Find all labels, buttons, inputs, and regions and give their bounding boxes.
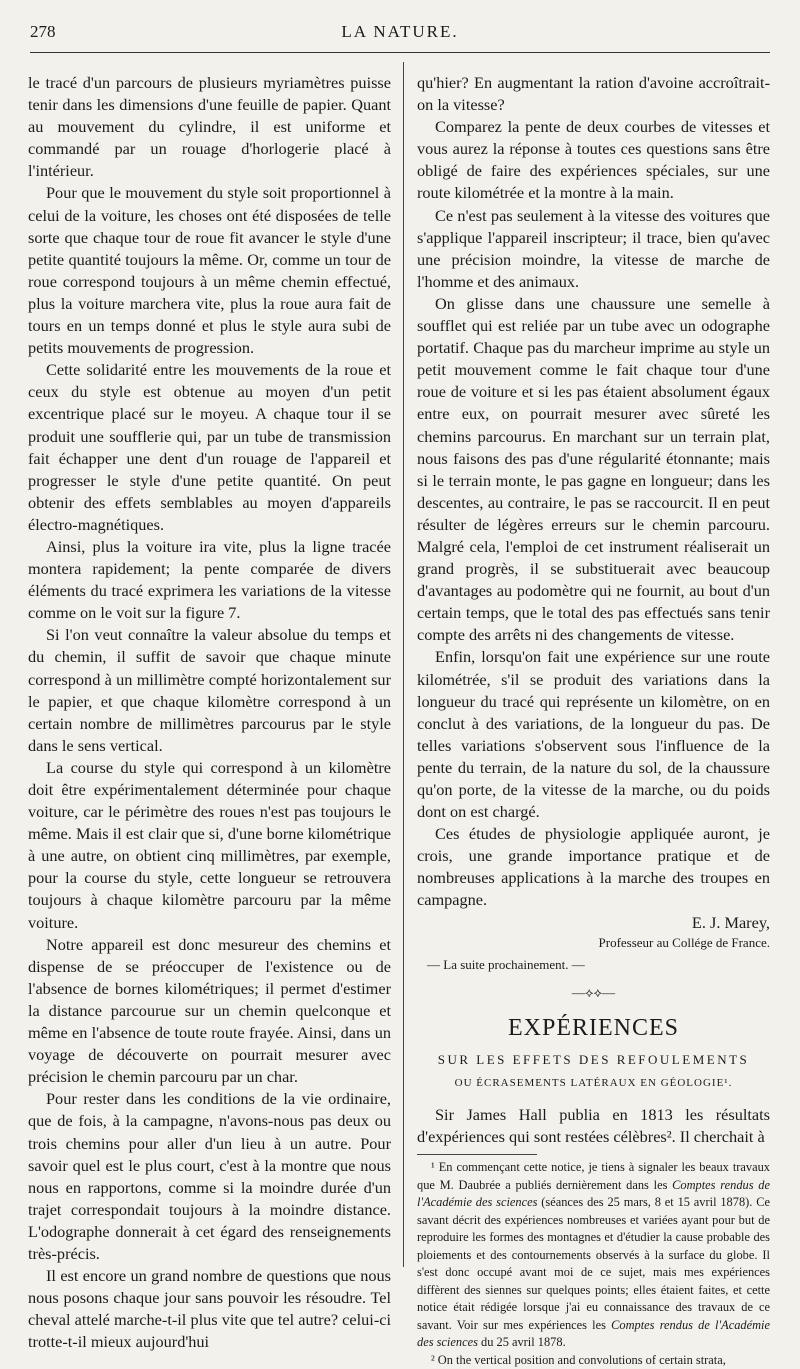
- footnote-text: du 25 avril 1878.: [477, 1335, 566, 1350]
- article-subtitle: SUR LES EFFETS DES REFOULEMENTS: [437, 1051, 750, 1067]
- footnote-1: [417, 1159, 770, 1352]
- paragraph: On glisse dans une chaussure une semelle à soufflet qui est reliée par un tube avec un odographe portatif. Chaque pas du marcheur imprime au style un petit mouvement comme le fait chaque tour d'une roue de voiture et si les pas étaient absolument égaux entre eux, on pourrait mesurer avec sûreté les chemins parcourus. En marchant sur un terrain plat, nous faisons des pas d'une régularité étonnante; mais si le terrain monte, le pas gagne en longueur; dans les descentes, au contraire, le pas se raccourcit. Il en peut résulter de légères erreurs sur le chemin parcouru. Malgré cela, l'emploi de cet instrument réaliserait un grand progrès, il se substituerait avec beaucoup d'avantages au podomètre qui ne fournit, au bout d'un certain temps, que le total des pas effectués sans tenir compte des arrêts ni des changements de vitesse.: [417, 293, 770, 645]
- page-number: 278: [30, 22, 56, 41]
- paragraph: Si l'on veut connaître la valeur absolue du temps et du chemin, il suffit de savoir que chaque minute correspond à un millimètre compté horizontalement sur le papier, et que chaque kilomètre correspond à un certain nombre de millimètres parcourus par le style dans le sens vertical.: [28, 625, 391, 755]
- paragraph: Notre appareil est donc mesureur des chemins et dispense de se préoccuper de l'existence ou de l'absence de bornes kilométriques; il permet d'estimer la distance parcourue sur un chemin quelconque et même en l'absence de toute route frayée. Ainsi, dans un voyage de découverte on pourrait mesurer avec précision le chemin parcouru par un char.: [28, 934, 391, 1087]
- paragraph: Enfin, lorsqu'on fait une expérience sur une route kilométrée, s'il se produit des variations dans la longueur du tracé qui représente un kilomètre, on en conclut à des variations, de la longueur du pas. De telles variations s'observent sous l'influence de la pente du terrain, de la nature du sol, de la chaussure qu'on porte, de la vitesse de la marche, ou du poids dont on est chargé.: [417, 647, 770, 822]
- paragraph: Sir James Hall publia en 1813 les résultats d'expériences qui sont restées célèbres². Il cherchait à: [417, 1104, 770, 1146]
- footnote-italic: Comptes rendus de l'Académie des sciences: [417, 1317, 770, 1350]
- article-title: EXPÉRIENCES: [507, 1014, 679, 1041]
- paragraph: Ainsi, plus la voiture ira vite, plus la ligne tracée montera rapidement; la pente comparée de divers éléments du tracé exprimera les variations de la vitesse comme on le voit sur la figure 7.: [28, 536, 391, 623]
- continuation-note: — La suite prochainement. —: [427, 956, 585, 972]
- paragraph: Ces études de physiologie appliquée auront, je crois, une grande importance pratique et de nombreuses applications à la marche des troupes en campagne.: [417, 824, 770, 910]
- page-header: [30, 22, 770, 52]
- paragraph: Cette solidarité entre les mouvements de la roue et ceux du style est obtenue au moyen d'un petit excentrique placé sur le moyeu. A chaque tour il se produit une soufflerie qui, par un tube de transmission fait échapper une dent d'un rouage de l'appareil et progresser le style d'une petite quantité. On peut obtenir des effets semblables au moyen d'appareils électro-magnétiques.: [28, 360, 391, 534]
- header-rule: [30, 52, 770, 53]
- paragraph: La course du style qui correspond à un kilomètre doit être expérimentalement déterminée pour chaque voiture, car le périmètre des roues n'est pas toujours le même. Mais il est clair que si, d'une borne kilométrique à une autre, on obtient cinq millimètres, par exemple, pour la course du style, cette longueur se retrouvera toujours à chaque kilomètre parcouru par la même voiture.: [28, 757, 391, 932]
- paragraph: Il est encore un grand nombre de questions que nous nous posons chaque jour sans pouvoir les résoudre. Tel cheval attelé marche-t-il plus vite que tel autre? celui-ci trotte-t-il mieux aujourd'hui: [28, 1266, 391, 1352]
- footnote-text: (séances des 25 mars, 8 et 15 avril 1878). Ce savant décrit des expériences nombreuses et variées ayant pour but de reproduire les formes des montagnes et d'étudier la cause probable des ploiements et des contournements observés à la surface du globe. Il s'est donc occupé avant moi de ce sujet, mais mes expériences diffèrent des siennes sur quelques points; elles étaient faites, et cette notice était rédigée lorsque j'ai eu connaissance des travaux de ce savant. Voir sur mes expériences les: [417, 1195, 770, 1332]
- footnote-italic: Comptes rendus de l'Académie des sciences: [417, 1177, 770, 1210]
- footnote-text: ¹ En commençant cette notice, je tiens à signaler les beaux travaux que M. Daubrée a publiés dernièrement dans les: [417, 1160, 770, 1192]
- footnote-rule: [417, 1154, 537, 1155]
- paragraph: qu'hier? En augmentant la ration d'avoine accroîtrait-on la vitesse?: [417, 73, 770, 115]
- paragraph: Comparez la pente de deux courbes de vitesses et vous aurez la réponse à toutes ces questions sans être obligé de faire des expériences spéciales, sur une route kilométrée et la montre à la main.: [417, 117, 770, 203]
- paragraph: Ce n'est pas seulement à la vitesse des voitures que s'applique l'appareil inscripteur; il trace, bien qu'avec une précision moindre, la vitesse de marche de l'homme et des animaux.: [417, 205, 770, 291]
- article-subtitle-2: OU ÉCRASEMENTS LATÉRAUX EN GÉOLOGIE¹.: [454, 1076, 733, 1089]
- left-column: [28, 72, 391, 1353]
- column-divider: [403, 62, 404, 1267]
- paragraph: le tracé d'un parcours de plusieurs myriamètres puisse tenir dans les dimensions d'une feuille de papier. Quant au mouvement du cylindre, il est uniforme et commandé par un rouage d'horlogerie placé à l'intérieur.: [28, 73, 391, 181]
- author-signature: E. J. Marey,: [691, 912, 770, 932]
- author-title: Professeur au Collége de France.: [598, 934, 770, 950]
- ornament-divider: —⟡⟡—: [571, 984, 616, 1000]
- journal-title: LA NATURE.: [341, 22, 459, 41]
- footnote-2: ² On the vertical position and convolutions of certain strata,: [431, 1352, 726, 1367]
- paragraph: Pour que le mouvement du style soit proportionnel à celui de la voiture, les choses ont été disposées de telle sorte que chaque tour de roue fit avancer le style d'une petite quantité toujours la même. Or, comme un tour de roue correspond toujours à un même chemin effectué, plus la voiture marchera vite, plus la roue aura fait de tours en un temps donné et plus le style aura subi de petits mouvements de progression.: [28, 183, 391, 358]
- paragraph: Pour rester dans les conditions de la vie ordinaire, que de fois, à la campagne, n'avons-nous pas deux ou trois chemins pour aller d'un lieu à un autre. Pour savoir quel est le plus court, c'est à la montre que nous nous en rapportons, comme si la moindre durée d'un trajet correspondait toujours à la moindre distance. L'odographe donnerait à cet égard des renseignements très-précis.: [28, 1089, 391, 1263]
- right-column: [417, 72, 770, 1369]
